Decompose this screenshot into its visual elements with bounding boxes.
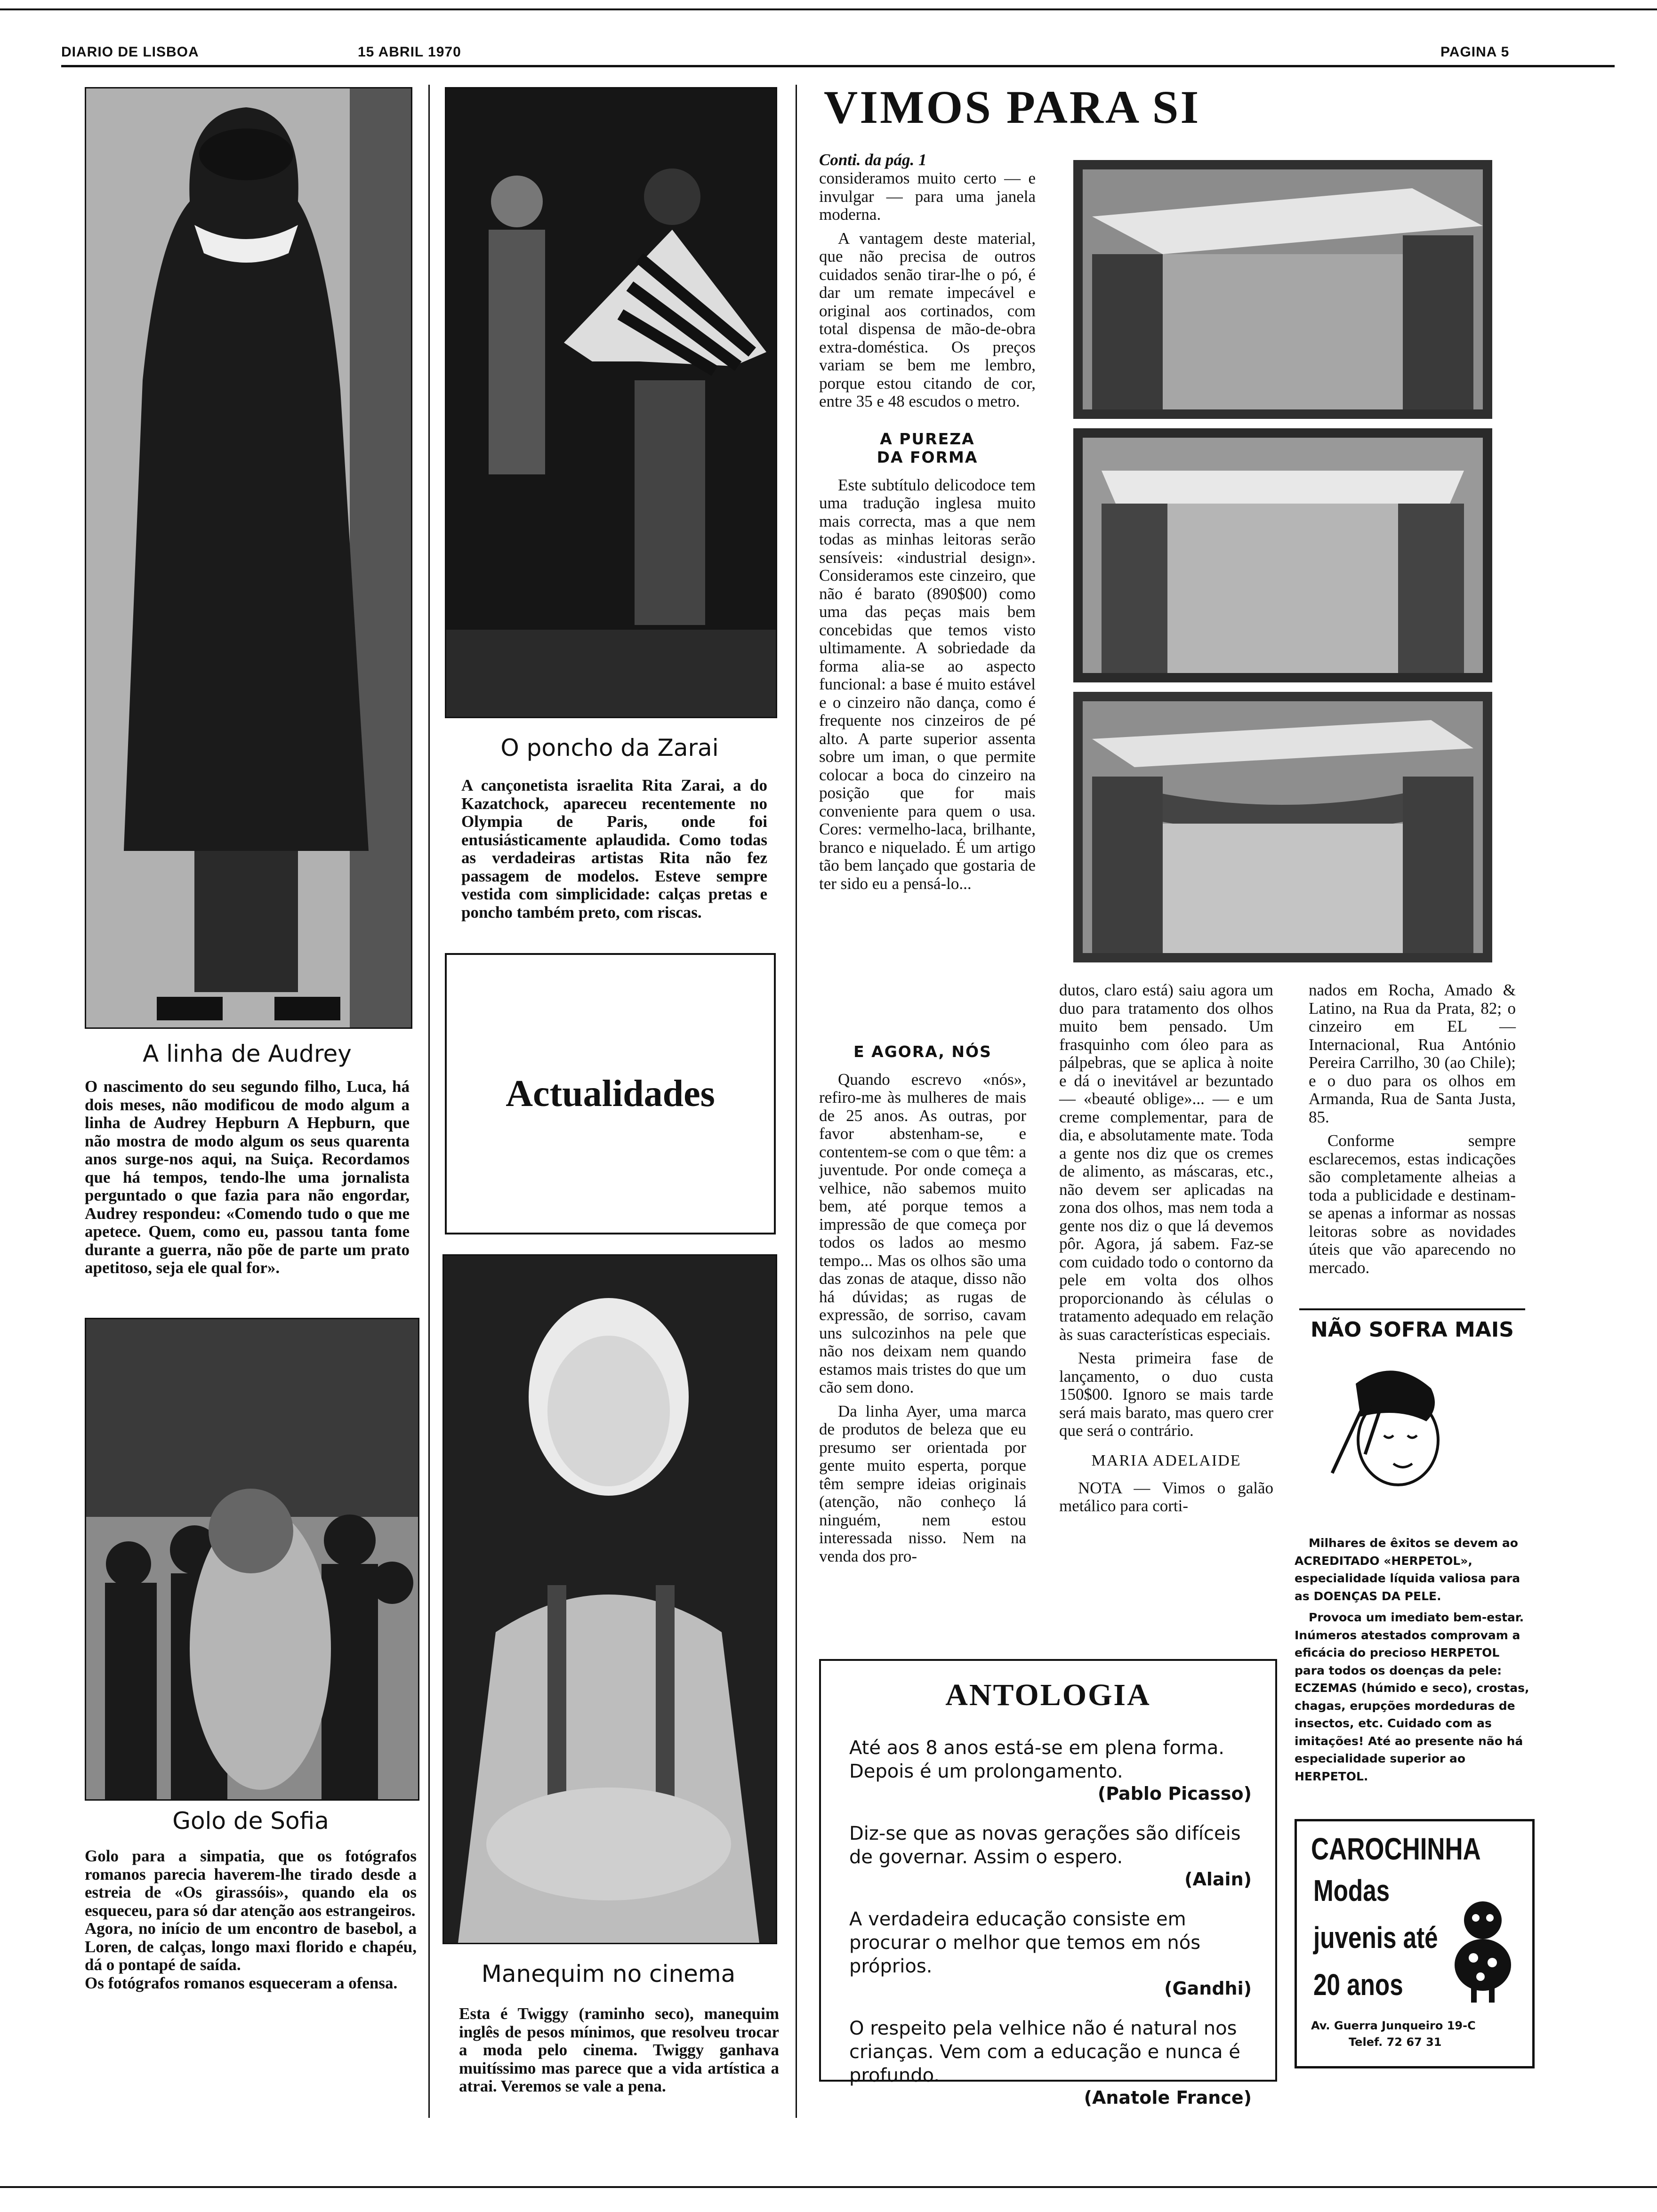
sofia-paragraph: Golo para a simpatia, que os fotógrafos romanos parecia haverem-lhe tirado desde a estreia de «Os girassóis», quando ela os esqueceu, para só dar atenção aos estrangeiros. bbox=[85, 1847, 417, 1920]
curtain-rails-photo bbox=[1073, 160, 1492, 962]
quote-text: O respeito pela velhice não é natural nos crianças. Vem com a educação e nunca é profundo. bbox=[849, 2018, 1240, 2086]
column-separator bbox=[796, 85, 797, 2118]
quote-text: Diz-se que as novas gerações são difíceis de governar. Assim o espero. bbox=[849, 1823, 1241, 1868]
herpetol-title: NÃO SOFRA MAIS bbox=[1311, 1318, 1514, 1342]
ladybug-girl-icon bbox=[1448, 1897, 1518, 2005]
carochinha-line: 20 anos bbox=[1313, 1968, 1403, 2002]
vimos-col1-top bbox=[819, 151, 1036, 893]
carochinha-phone: Telef. 72 67 31 bbox=[1349, 2036, 1442, 2049]
scratching-person-illustration bbox=[1313, 1355, 1455, 1497]
zarai-photo bbox=[445, 87, 777, 718]
carochinha-name: CAROCHINHA bbox=[1311, 1831, 1481, 1866]
quote-item bbox=[849, 1907, 1252, 1999]
quote-list bbox=[849, 1736, 1252, 2108]
vimos-paragraph: nados em Rocha, Amado & Latino, na Rua da Prata, 82; o cinzeiro em EL — Internacional, Rua António Pereira Carrilho, 30 (ao Chile); e o duo para os olhos em Armanda, Rua de Santa Justa, 85. bbox=[1309, 981, 1516, 1126]
zarai-caption: O poncho da Zarai bbox=[500, 734, 719, 761]
sofia-text bbox=[85, 1847, 417, 1992]
vimos-paragraph: Este subtítulo delicodoce tem uma tradução inglesa muito mais correcta, mas a que nem todas as minhas leitoras serão sensíveis: «industrial design». Consideramos este cinzeiro, que não é barato (890$00) como uma das peças mais bem concebidas que temos visto ultimamente. A sobriedade da forma alia-se ao aspecto funcional: a base é muito estável e o cinzeiro não dança, como é frequente nos cinzeiros de pé alto. A parte superior assenta sobre um iman, o que permite colocar a boca do cinzeiro na posição que for mais conveniente para quem o usa. Cores: vermelho-laca, brilhante, branco e niquelado. É um artigo tão bem lançado que gostaria de ter sido eu a pensá-lo... bbox=[819, 475, 1036, 893]
column-separator bbox=[428, 85, 430, 2118]
subtitle-pureza: A PUREZA DA FORMA bbox=[877, 429, 978, 467]
herpetol-text bbox=[1295, 1534, 1530, 1785]
actualidades-label: Actualidades bbox=[506, 1073, 715, 1114]
audrey-text: O nascimento do seu segundo filho, Luca, há dois meses, não modificou de modo algum a linha de Audrey Hepburn A Hepburn, que não mostra de modo algum os seus quarenta anos surge-nos aqui, na Suiça. Recordamos que há tempos, tendo-lhe uma jornalista perguntado o que fazia para não engordar, Audrey respondeu: «Comendo tudo o que me apetece. Quem, como eu, passou tanta fome durante a guerra, não põe de parte um prato apetitoso, seja ele qual for». bbox=[85, 1077, 410, 1277]
twiggy-text: Esta é Twiggy (raminho seco), manequim inglês de pesos mínimos, que resolveu trocar a moda pelo cinema. Twiggy ganhava muitíssimo mas parece que a vida artística a atrai. Veremos se vale a pena. bbox=[459, 2004, 779, 2095]
subtitle-agora: E AGORA, NÓS bbox=[853, 1042, 992, 1061]
carochinha-line: Modas bbox=[1313, 1874, 1390, 1907]
twiggy-caption: Manequim no cinema bbox=[481, 1960, 736, 1988]
paper-name: DIARIO DE LISBOA bbox=[61, 44, 199, 60]
quote-author: (Pablo Picasso) bbox=[1097, 1783, 1252, 1804]
quote-item bbox=[849, 1822, 1252, 1890]
audrey-photo bbox=[85, 87, 412, 1029]
sofia-paragraph: Os fotógrafos romanos esqueceram a ofensa. bbox=[85, 1973, 398, 1992]
audrey-caption: A linha de Audrey bbox=[143, 1040, 352, 1067]
vimos-paragraph: dutos, claro está) saiu agora um duo para tratamento dos olhos muito bem pensado. Um frasquinho com óleo para as pálpebras, que se aplica à noite e dá o inevitável ar bezuntado — «beauté oblige»... — e um creme complementar, para de dia, e absolutamente mate. Toda a gente nos diz que os cremes de alimento, as máscaras, etc., não devem ser aplicadas na zona dos olhos, mas nem toda a gente nos diz o que lá devemos pôr. Agora, já sabem. Faz-se com cuidado todo o contorno da pele em volta dos olhos proporcionando às células o tratamento adequado em relação às suas características especiais. bbox=[1059, 981, 1273, 1344]
vimos-paragraph: Nesta primeira fase de lançamento, o duo custa 150$00. Ignoro se mais tarde será mais barato, mas quero crer que será o contrário. bbox=[1059, 1349, 1273, 1440]
carochinha-line: juvenis até bbox=[1313, 1921, 1438, 1955]
quote-text: Até aos 8 anos está-se em plena forma. Depois é um prolongamento. bbox=[849, 1737, 1224, 1782]
vimos-paragraph: A vantagem deste material, que não precisa de outros cuidados senão tirar-lhe o pó, é dar um remate impecável e original aos cortinados, com total dispensa de mão-de-obra extra-doméstica. Os preços variam se bem me lembro, porque estou citando de cor, entre 35 e 48 escudos o metro. bbox=[819, 229, 1036, 410]
header-rule bbox=[61, 65, 1615, 67]
top-border bbox=[0, 8, 1657, 10]
quote-text: A verdadeira educação consiste em procurar o melhor que temos em nós próprios. bbox=[849, 1908, 1201, 1977]
continued-note: Conti. da pág. 1 bbox=[819, 151, 927, 169]
antologia-title: ANTOLOGIA bbox=[945, 1678, 1151, 1712]
quote-item bbox=[849, 1736, 1252, 1804]
actualidades-box bbox=[445, 953, 776, 1234]
sofia-photo bbox=[85, 1318, 419, 1801]
zarai-text: A cançonetista israelita Rita Zarai, a do Kazatchock, apareceu recentemente no Olympia de Paris, onde foi entusiásticamente aplaudida. Como todas as verdadeiras artistas Rita não fez passagem de modelos. Esteve sempre vestida com simplicidade: calças pretas e poncho também preto, com riscas. bbox=[461, 776, 767, 922]
sofia-paragraph: Agora, no início de um encontro de basebol, a Loren, de calças, longo maxi florido e chapéu, dá o pontapé de saída. bbox=[85, 1919, 417, 1974]
vimos-paragraph: Da linha Ayer, uma marca de produtos de beleza que eu presumo ser orientada por gente muito esperta, porque têm sempre ideias originais (atenção, não conheço lá ninguém, nem estou interessada nisso. Nem na venda dos pro- bbox=[819, 1402, 1026, 1565]
vimos-nota: NOTA — Vimos o galão metálico para corti- bbox=[1059, 1478, 1273, 1515]
twiggy-photo bbox=[442, 1254, 777, 1944]
vimos-col1-bottom bbox=[819, 1042, 1026, 1565]
herpetol-paragraph: Milhares de êxitos se devem ao ACREDITADO «HERPETOL», especialidade líquida valiosa para as DOENÇAS DA PELE. bbox=[1295, 1536, 1520, 1603]
vimos-col2 bbox=[1059, 981, 1273, 1515]
vimos-paragraph: Conforme sempre esclarecemos, estas indicações são completamente alheias a toda a publicidade e destinam-se apenas a informar as nossas leitoras sobre as novidades úteis que vão aparecendo no mercado. bbox=[1309, 1131, 1516, 1277]
vimos-col3 bbox=[1309, 981, 1516, 1277]
issue-date: 15 ABRIL 1970 bbox=[358, 44, 461, 60]
page-number: PAGINA 5 bbox=[1440, 44, 1510, 60]
author-signature: MARIA ADELAIDE bbox=[1091, 1451, 1241, 1469]
quote-item bbox=[849, 2017, 1252, 2108]
vimos-paragraph: Quando escrevo «nós», refiro-me às mulheres de mais de 25 anos. As outras, por favor abstenham-se, e contentem-se com o que têm: a juventude. Por onde começa a velhice, não sabemos muito bem, até porque temos a impressão de que começa por todos os lados ao mesmo tempo... Mas os olhos são uma das zonas de ataque, disso não há dúvidas; as rugas de expressão, de sorriso, cavam uns sulcozinhos na pele que não nos deixam nem quando estamos mais tristes do que um cão sem dono. bbox=[819, 1070, 1026, 1397]
quote-author: (Alain) bbox=[1184, 1869, 1252, 1890]
bottom-border bbox=[0, 2186, 1657, 2188]
herpetol-paragraph: Provoca um imediato bem-estar. Inúmeros atestados comprovam a eficácia do precioso HERPETOL para todos os doenças da pele: ECZEMAS (húmido e seco), crostas, chagas, erupções mordeduras de insectos, etc. Cuidado com as imitações! Até ao presente não há especialidade superior ao HERPETOL. bbox=[1295, 1611, 1529, 1783]
quote-author: (Gandhi) bbox=[1164, 1978, 1252, 1999]
antologia-box bbox=[819, 1659, 1277, 2108]
vimos-title: VIMOS PARA SI bbox=[824, 81, 1201, 133]
carochinha-address: Av. Guerra Junqueiro 19-C bbox=[1311, 2019, 1476, 2032]
vimos-paragraph: consideramos muito certo — e invulgar — para uma janela moderna. bbox=[819, 169, 1036, 224]
quote-author: (Anatole France) bbox=[1084, 2087, 1252, 2108]
sofia-caption: Golo de Sofia bbox=[172, 1807, 329, 1835]
carochinha-ad bbox=[1295, 1819, 1535, 2068]
ad-top-rule bbox=[1299, 1308, 1525, 1310]
